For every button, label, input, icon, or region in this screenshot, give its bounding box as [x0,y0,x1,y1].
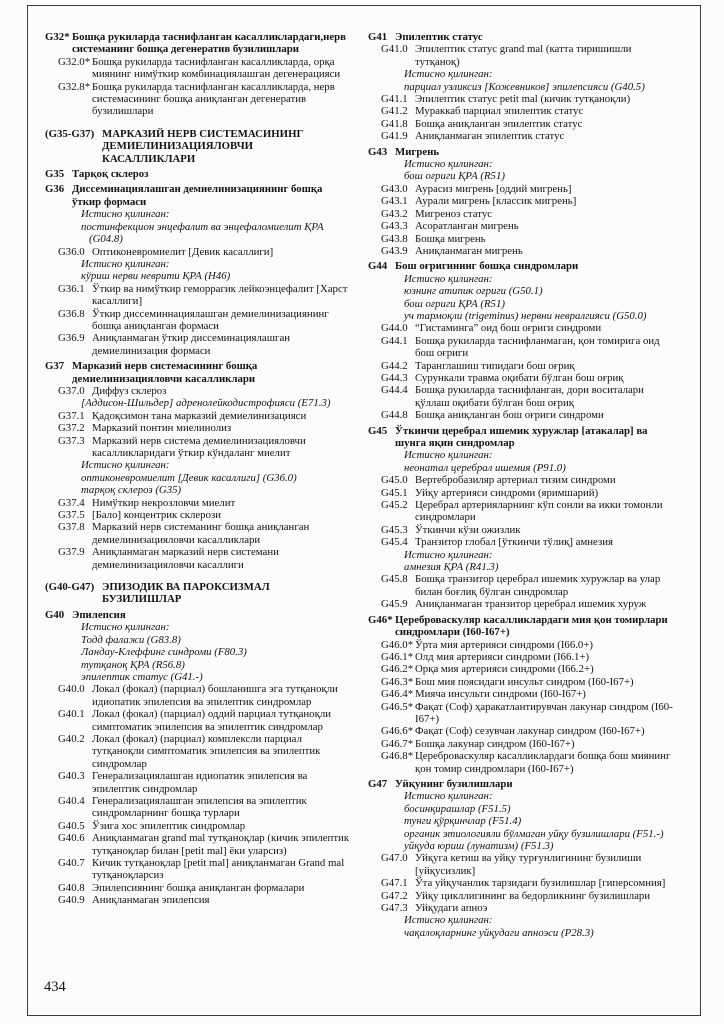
icd-code: G47 [368,777,388,790]
entry-text: Олд мия артерияси синдроми (I66.1+) [415,650,590,663]
subcategory-entry [58,246,351,258]
entry-text: уйқуда юриш (лунатизм) (F51.3) [404,840,554,852]
subcategory-entry [58,832,351,857]
category-heading [45,168,351,180]
icd-code: G47.0 [381,852,408,865]
entry-text: Диссеминациялашган демиелинизациянинг бошқа ўткир формаси [72,183,323,208]
exclusion-label [81,208,351,220]
icd-code: G40.2 [58,732,85,745]
subcategory-entry [381,651,674,663]
entry-text: Эпилептик статус [395,31,483,43]
subcategory-entry [381,487,674,499]
subcategory-entry [58,332,351,357]
entry-text: Фақат (Соф) ҳаракатлантирувчан лакунар синдром (I60-I67+) [415,700,673,725]
subcategory-entry [381,663,674,675]
subcategory-entry [381,384,674,409]
icd-code: G32.0* [58,55,91,68]
subcategory-entry [381,93,674,105]
exclusion-term [81,646,351,658]
entry-text: Церебрал артерияларнинг кўп сонли ва икки томонли синдромлари [415,499,663,524]
icd-code: G44.3 [381,371,408,384]
icd-code: G46.4* [381,688,414,701]
subcategory-entry [381,738,674,750]
icd-code: G45.1 [381,486,408,499]
icd-code: G46.2* [381,663,414,676]
exclusion-label [81,459,351,471]
entry-text: Кичик тутқаноқлар [petit mal] аниқланмаган Grand mal тутқаноқларсиз [92,857,345,882]
entry-text: Ўзига хос эпилептик синдромлар [92,819,246,832]
entry-text: органик этиологияли бўлмаган уйқу бузилишлари (F51.-) [404,827,664,840]
subcategory-entry [381,335,674,360]
entry-text: Вертебробазиляр артериал тизим синдроми [415,474,616,487]
icd-code: G41.9 [381,130,408,143]
exclusion-label [404,449,674,461]
icd-code: G41 [368,31,388,43]
subcategory-entry [58,410,351,422]
entry-text: Бошқа рукиларда таснифланган касалликларда, орқа миянинг нимўткир комбинациялашган дегенерацияси [92,55,341,81]
entry-text: Эпилептик статус petit mal (кичик тутқаноқли) [415,93,631,106]
subcategory-entry [381,322,674,334]
subcategory-entry [58,56,351,81]
icd-code: G40.8 [58,881,85,894]
entry-text: тунги қўрқинчлар (F51.4) [404,815,522,828]
entry-text: Диффуз склероз [92,384,167,397]
entry-text: Мигрень [395,145,440,158]
entry-text: “Гистаминга” оид бош оғриги синдроми [415,322,602,335]
subcategory-entry [381,750,674,775]
icd-code: G43.8 [381,232,408,245]
entry-text: Аниқланмаган транзитор церебрал ишемик хуруж [415,598,647,611]
entry-text: Цереброваскуляр касалликлардаги мия қон томирлари синдромлари (I60-I67+) [395,613,668,639]
icd-code: G44.1 [381,334,408,347]
entry-text: Эпилепсия [72,608,126,621]
entry-text: неонатал церебрал ишемия (Р91.0) [404,461,566,474]
exclusion-term [81,671,351,683]
exclusion-term [404,815,674,827]
entry-text: Эпилептик статус grand mal (катта тиришишли тутқаноқ) [415,43,632,68]
entry-text: Истисно қилинган: [81,621,170,634]
icd-code: G32* [45,31,70,43]
entry-text: Уйқудаги апноэ [415,902,488,915]
entry-text: Марказий нерв системанинг бошқа аниқланган демиелинизацияловчи касалликлари [92,521,310,546]
entry-text: Аурали мигрень [классик мигрень] [415,195,577,208]
icd-code: G36.9 [58,332,85,345]
icd-code: G36.0 [58,245,85,258]
exclusion-term [404,828,674,840]
entry-text: Мураккаб парциал эпилептик статус [415,105,584,118]
icd-code: G45.4 [381,536,408,549]
exclusion-term [404,298,674,310]
subcategory-entry [58,422,351,434]
subcategory-entry [381,536,674,548]
entry-text: Қадоқсимон тана марказий демиелинизацияси [92,409,307,422]
subcategory-entry [381,105,674,117]
icd-code: G40.9 [58,894,85,907]
subcategory-entry [381,372,674,384]
entry-text: Ўткир диссеминнациялашган демиелинизациянинг бошқа аниқланган формаси [92,307,329,332]
category-heading [45,360,351,385]
subcategory-entry [58,546,351,571]
entry-text: уч тармоқли (trigeminus) нервни невралгияси (G50.0) [404,309,647,322]
subcategory-entry [381,852,674,877]
exclusion-term [404,561,674,573]
exclusion-label [81,258,351,270]
icd-code: G45 [368,424,388,437]
entry-text: Аниқланмаган grand mal тутқаноқлар (кичик эпилептик тутқаноқлар билан [petit mal] ёки уларсиз) [92,832,350,857]
entry-text: Аниқланмаган мигрень [415,244,523,257]
icd-code: G41.8 [381,117,408,130]
entry-text: Нимўткир некрозловчи миелит [92,496,236,509]
entry-text: босинқирашлар (F51.5) [404,802,511,815]
entry-text: кўриш нерви неврити ҚРА (Н46) [81,270,231,283]
entry-text: Истисно қилинган: [404,790,493,803]
entry-text: Ўткинчи церебрал ишемик хуружлар [атакалар] ва шунга яқин синдромлар [395,424,648,449]
icd-code: G47.2 [381,889,408,902]
subcategory-entry [381,524,674,536]
icd-code: (G35-G37) [45,127,95,140]
entry-text: Марказий понтин миелинолиз [92,422,232,435]
subcategory-entry [381,220,674,232]
entry-text: Фақат (Соф) сезувчан лакунар синдром (I60-I67+) [415,725,645,738]
exclusion-label [81,621,351,633]
icd-code: G37.2 [58,422,85,435]
category-heading [368,31,674,43]
subcategory-entry [381,902,674,914]
category-heading [368,425,674,450]
subcategory-entry [58,509,351,521]
text-columns [45,28,674,939]
subcategory-entry [58,894,351,906]
subcategory-entry [58,283,351,308]
entry-text: Ўрта мия артерияси синдроми (I66.0+) [415,638,594,651]
exclusion-term [81,634,351,646]
subcategory-entry [381,474,674,486]
exclusion-term [81,484,351,496]
subcategory-entry [58,882,351,894]
entry-text: [Аддисон-Шильдер] адренолейкодистрофияси (Е71.3) [81,397,331,410]
entry-text: оптиконевромиелит [Девик касаллиги] (G36.0) [81,471,297,484]
icd-code: G45.2 [381,499,408,512]
entry-text: Истисно қилинган: [404,914,493,927]
entry-text: Истисно қилинган: [404,158,493,171]
entry-text: бош оғриги ҚРА (R51) [404,170,505,183]
entry-text: парциал узликсиз [Кожевников] эпилепсияси (G40.5) [404,80,645,93]
entry-text: Асоратланган мигрень [415,220,519,233]
entry-text: Цереброваскуляр касалликлардаги бошқа бош миянинг қон томир синдромлари (I60-I67+) [415,750,671,775]
subcategory-entry [58,308,351,333]
icd-code: G37.5 [58,509,85,522]
entry-text: амнезия ҚРА (R41.3) [404,561,499,574]
subcategory-entry [58,497,351,509]
subcategory-entry [58,521,351,546]
entry-text: Уйқунинг бузилишлари [395,777,513,790]
entry-text: Бошқа рукиларда таснифланмаган, қон томирига оид бош оғриги [415,334,660,360]
exclusion-term [404,285,674,297]
subcategory-entry [381,688,674,700]
entry-text: Таранглашиш типидаги бош оғриқ [415,359,575,372]
icd-code: G44.0 [381,322,408,335]
exclusion-term [81,472,351,484]
icd-code: G45.9 [381,598,408,611]
entry-text: Марказий нерв система демиелинизацияловчи касалликларидаги ўткир кўндаланг миелит [92,434,306,459]
entry-text: Бошқа рукиларда таснифланган касалликларда, нерв системасининг бошқа аниқланган дегенератив бузилишлари [92,80,335,118]
block-heading [45,128,351,165]
icd-code: G37.0 [58,384,85,397]
exclusion-term [81,397,351,409]
entry-text: [Бало] концентрик склерози [92,509,222,522]
subcategory-entry [381,195,674,207]
entry-text: Тодд фалажи (G83.8) [81,633,181,646]
icd-code: G45.3 [381,523,408,536]
entry-text: Аниқланмаган эпилептик статус [415,130,565,143]
icd-code: G40 [45,608,65,621]
exclusion-label [404,68,674,80]
icd-code: G46.6* [381,725,414,738]
subcategory-entry [381,573,674,598]
subcategory-entry [381,409,674,421]
right-column [368,28,674,939]
icd-code: G36.1 [58,282,85,295]
subcategory-entry [58,795,351,820]
entry-text: Уйқу цикллигининг ва бедорликнинг бузилишлари [415,889,651,902]
exclusion-label [404,158,674,170]
exclusion-term [404,81,674,93]
icd-code: G40.1 [58,708,85,721]
subcategory-entry [381,183,674,195]
category-heading [368,146,674,158]
icd-code: G37.8 [58,521,85,534]
subcategory-entry [381,499,674,524]
subcategory-entry [58,770,351,795]
icd-code: G41.0 [381,43,408,56]
icd-code: G41.2 [381,105,408,118]
entry-text: Истисно қилинган: [404,449,493,462]
entry-text: Локал (фокал) (парциал) оддий парциал тутқаноқли симптоматик эпилепсия ва эпилептик синдромлар [92,708,331,733]
subcategory-entry [381,877,674,889]
entry-text: Мияча инсульти синдроми (I60-I67+) [415,688,586,701]
exclusion-term [404,803,674,815]
entry-text: Локал (фокал) (парциал) комплексли парциал тутқаноқли симптоматик эпилепсия ва эпилептик синдромлар [92,732,321,770]
exclusion-label [404,549,674,561]
icd-code: G40.0 [58,683,85,696]
icd-code: G36.8 [58,307,85,320]
entry-text: чақалоқларнинг уйқудаги апноэси (Р28.3) [404,926,594,939]
entry-text: Уйқу артерияси синдроми (яримшарий) [415,486,599,499]
subcategory-entry [58,81,351,118]
entry-text: юзнинг атипик оғриги (G50.1) [404,285,543,298]
subcategory-entry [381,233,674,245]
icd-code: G40.4 [58,794,85,807]
icd-code: G32.8* [58,80,91,93]
entry-text: Генерализациялашган идиопатик эпилепсия ва эпилептик синдромлар [92,770,308,795]
subcategory-entry [58,435,351,460]
entry-text: Аурасиз мигрень [оддий мигрень] [415,182,572,195]
icd-code: G43.3 [381,220,408,233]
entry-text: Бошқа мигрень [415,232,486,245]
entry-text: Ландау-Клеффинг синдроми (F80.3) [81,646,247,659]
icd-code: G47.1 [381,877,408,890]
subcategory-entry [381,208,674,220]
icd-code: G40.7 [58,857,85,869]
entry-text: Орқа мия артерияси синдроми (I66.2+) [415,663,594,676]
entry-text: Оптиконевромиелит [Девик касаллиги] [92,245,274,258]
entry-text: Транзитор глобал [ўткинчи тўлиқ] амнезия [415,536,613,549]
icd-code: G37.4 [58,496,85,509]
exclusion-label [404,790,674,802]
entry-text: Генерализациялашган эпилепсия ва эпилептик синдромларнинг бошқа турлари [92,794,307,820]
entry-text: Истисно қилинган: [404,548,493,561]
subcategory-entry [381,639,674,651]
entry-text: Бош мия поясидаги инсульт синдром (I60-I67+) [415,675,634,688]
icd-code: G46* [368,613,393,626]
page-number: 434 [44,979,66,995]
subcategory-entry [381,676,674,688]
entry-text: Истисно қилинган: [81,257,170,270]
entry-text: Бошқа транзитор церебрал ишемик хуружлар ва улар билан боғлиқ бўлган синдромлар [415,573,661,598]
exclusion-term [81,270,351,282]
icd-code: G44.2 [381,359,408,372]
subcategory-entry [58,857,351,882]
subcategory-entry [381,130,674,142]
icd-code: G43 [368,145,388,158]
entry-text: Бошқа аниқланган бош оғриги синдроми [415,409,604,422]
icd-code: G37.3 [58,434,85,447]
subcategory-entry [381,890,674,902]
subcategory-entry [58,820,351,832]
block-heading [45,581,351,606]
icd-code: G46.3* [381,675,414,688]
exclusion-term [404,840,674,852]
icd-code: G41.1 [381,93,408,106]
icd-code: G40.6 [58,832,85,845]
category-heading [368,614,674,639]
icd-code: G46.7* [381,737,414,750]
icd-code: G40.3 [58,770,85,783]
category-heading [45,609,351,621]
entry-text: Аниқланмаган марказий нерв системани демиелинизацияловчи касаллиги [92,546,279,571]
category-heading [368,260,674,272]
entry-text: Аниқланмаган эпилепсия [92,894,210,907]
icd-code: G44 [368,260,388,273]
entry-text: Истисно қилинган: [404,68,493,81]
subcategory-entry [381,725,674,737]
exclusion-label [404,273,674,285]
entry-text: эпилептик статус (G41.-) [81,670,203,683]
entry-text: ЭПИЗОДИК ВА ПАРОКСИЗМАЛ БУЗИЛИШЛАР [102,581,270,606]
exclusion-term [404,462,674,474]
subcategory-entry [381,43,674,68]
exclusion-term [81,221,351,246]
subcategory-entry [381,701,674,726]
entry-text: Сурункали травма оқибати бўлган бош оғриқ [415,371,624,384]
entry-text: Эпилепсиянинг бошқа аниқланган формалари [92,881,305,894]
exclusion-term [404,310,674,322]
entry-text: Ўта уйқучанлик тарзидаги бузилишлар [гиперсомния] [415,877,666,890]
icd-code: G37.1 [58,409,85,422]
entry-text: тутқаноқ ҚРА (R56.8) [81,658,185,671]
icd-code: G44.4 [381,384,408,397]
entry-text: бош оғриги ҚРА (R51) [404,297,505,310]
icd-code: G45.8 [381,573,408,586]
icd-code: G47.3 [381,902,408,915]
entry-text: Бошқа лакунар синдром (I60-I67+) [415,737,575,750]
subcategory-entry [58,385,351,397]
subcategory-entry [58,683,351,708]
entry-text: Истисно қилинган: [404,272,493,285]
icd-code: G43.0 [381,182,408,195]
icd-code: G43.1 [381,195,408,208]
subcategory-entry [381,598,674,610]
entry-text: тарқоқ склероз (G35) [81,484,182,497]
entry-text: Истисно қилинган: [81,459,170,472]
exclusion-term [404,170,674,182]
icd-code: G46.5* [381,700,414,713]
exclusion-term [404,927,674,939]
entry-text: Локал (фокал) (парциал) бошланишга эга тутқаноқли идиопатик эпилепсия ва эпилептик синдромлар [92,683,338,708]
icd-code: G46.1* [381,650,414,663]
exclusion-term [81,659,351,671]
entry-text: Тарқоқ склероз [72,168,149,181]
icd-code: G43.2 [381,207,408,220]
category-heading [45,183,351,208]
subcategory-entry [58,733,351,770]
entry-text: Истисно қилинган: [81,208,170,221]
subcategory-entry [58,708,351,733]
icd-code: G37.9 [58,546,85,559]
entry-text: Ўткир ва нимўткир геморрагик лейкоэнцефалит [Харст касаллиги] [92,282,348,308]
entry-text: Ўткинчи кўзи ожизлик [415,523,521,536]
left-column [45,28,351,939]
subcategory-entry [381,245,674,257]
exclusion-label [404,914,674,926]
icd-code: (G40-G47) [45,581,95,594]
category-heading [45,31,351,56]
icd-code: G44.8 [381,409,408,422]
icd-code: G37 [45,360,65,373]
category-heading [368,778,674,790]
entry-text: Бошқа рукиларда таснифланган касалликлардаги,нерв системанинг бошқа дегенератив бузилишлари [72,31,346,56]
entry-text: Мигреноз статус [415,207,493,220]
icd-code: G46.0* [381,638,414,651]
entry-text: МАРКАЗИЙ НЕРВ СИСТЕМАСИНИНГ ДЕМИЕЛИНИЗАЦИЯЛОВЧИ КАСАЛЛИКЛАРИ [102,127,304,165]
icd-code: G45.0 [381,474,408,487]
entry-text: Бошқа рукиларда таснифланган, дори воситалари қўллаш оқибати бўлган бош оғриқ [415,384,644,409]
icd-code: G40.5 [58,819,85,832]
entry-text: постинфекцион энцефалит ва энцефаломиелит ҚРА (G04.8) [81,220,324,246]
icd-code: G43.9 [381,244,408,257]
entry-text: Уйқуга кетиш ва уйқу турғунлигининг бузилиши [уйқусизлик] [415,852,642,877]
entry-text: Марказий нерв системасининг бошқа демиелинизацияловчи касалликлари [72,360,258,385]
icd-code: G46.8* [381,750,414,763]
subcategory-entry [381,118,674,130]
icd-code: G35 [45,168,65,181]
entry-text: Бош оғригининг бошқа синдромлари [395,260,579,273]
subcategory-entry [381,360,674,372]
icd-code: G36 [45,183,65,196]
entry-text: Бошқа аниқланган эпилептик статус [415,117,583,130]
entry-text: Аниқланмаган ўткир диссеминациялашган демиелинизация формаси [92,332,291,357]
